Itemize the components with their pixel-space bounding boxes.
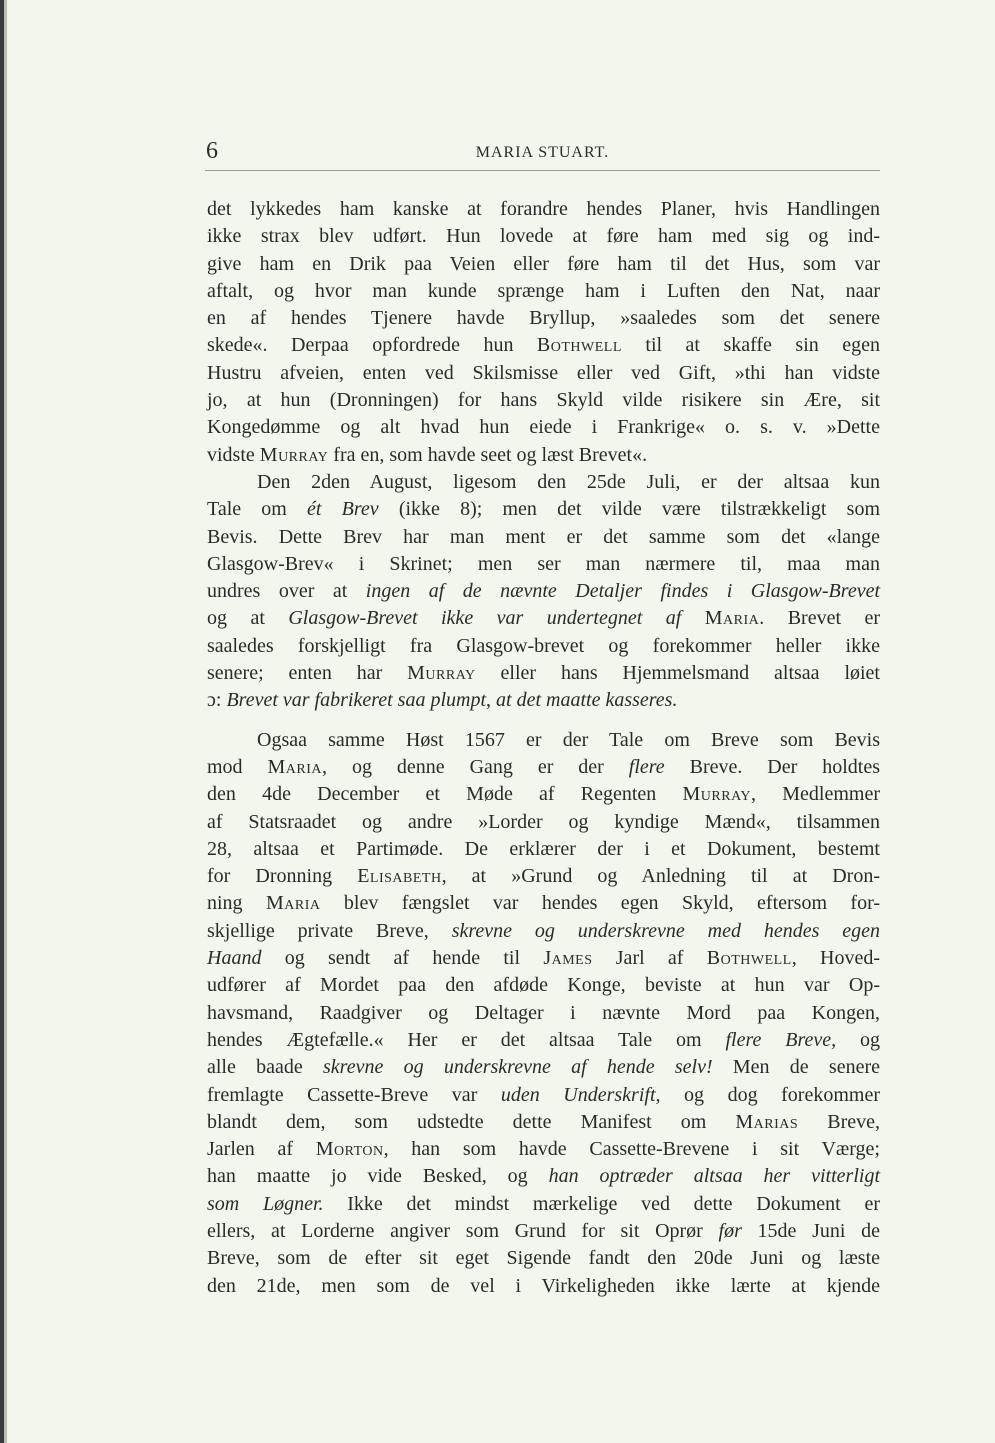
text-run: havsmand, Raadgiver og Deltager i nævnte Mord paa Kongen, bbox=[207, 1001, 880, 1024]
text-line bbox=[207, 360, 880, 387]
text-run: , Hoved- bbox=[791, 947, 880, 970]
italic-run: ingen af de nævnte Detaljer findes i Glasgow-Brevet bbox=[365, 580, 881, 603]
text-line bbox=[207, 1245, 880, 1272]
text-line bbox=[207, 809, 880, 836]
text-run: Hustru afveien, enten ved Skilsmisse eller ved Gift, »thi han vidste bbox=[207, 361, 880, 384]
text-run: aftalt, og hvor man kunde sprænge ham i Luften den Nat, naar bbox=[207, 279, 880, 302]
italic-run: ét Brev bbox=[307, 498, 379, 521]
text-run: skede«. Derpaa opfordrede hun bbox=[207, 334, 537, 357]
text-run: 15de Juni de bbox=[741, 1219, 881, 1242]
text-run: Breve. Der holdtes bbox=[664, 755, 880, 778]
text-line bbox=[207, 945, 880, 972]
running-title: MARIA STUART. bbox=[475, 144, 610, 161]
text-run: , bbox=[486, 689, 497, 712]
italic-run: Haand bbox=[207, 947, 262, 970]
text-run bbox=[681, 607, 704, 629]
italic-run: uden Underskrift, bbox=[500, 1083, 661, 1106]
text-line bbox=[207, 727, 880, 754]
paragraph bbox=[207, 469, 880, 715]
italic-run: som Løgner. bbox=[207, 1192, 324, 1215]
text-run: . Brevet er bbox=[759, 607, 880, 630]
text-line bbox=[207, 1191, 880, 1218]
text-line bbox=[207, 332, 880, 359]
text-line bbox=[207, 781, 880, 808]
small-caps-run: Bothwell bbox=[706, 947, 792, 970]
text-line bbox=[207, 442, 880, 469]
text-run: 28, altsaa et Partimøde. De erklærer der i et Dokument, bestemt bbox=[207, 837, 880, 860]
text-line bbox=[207, 1273, 880, 1300]
small-caps-run: Murray bbox=[407, 662, 476, 685]
small-caps-run: Murray bbox=[259, 443, 329, 466]
text-run: give ham en Drik paa Veien eller føre ham til det Hus, som var bbox=[207, 252, 880, 275]
text-run: skjellige private Breve, bbox=[207, 919, 452, 942]
small-caps-run: Elisabeth bbox=[357, 865, 442, 888]
text-run: alle baade bbox=[207, 1056, 323, 1079]
text-run: , og denne Gang er der bbox=[322, 755, 629, 778]
text-run: blev fængslet var hendes egen Skyld, eftersom for- bbox=[320, 892, 880, 915]
italic-run: før bbox=[718, 1219, 742, 1242]
text-run: Ogsaa samme Høst 1567 er der Tale om Breve som Bevis bbox=[257, 728, 880, 751]
small-caps-run: Morton bbox=[315, 1138, 384, 1161]
text-line bbox=[207, 414, 880, 441]
text-run: Tale om bbox=[207, 498, 308, 521]
text-line bbox=[207, 496, 880, 523]
small-caps-run: James bbox=[543, 947, 593, 970]
text-run: den 21de, men som de vel i Virkeligheden ikke lærte at kjende bbox=[207, 1274, 880, 1297]
small-caps-run: Murray bbox=[682, 783, 752, 806]
text-run: for Dronning bbox=[207, 865, 358, 888]
text-run: til at skaffe sin egen bbox=[621, 334, 880, 357]
text-run: og dog forekommer bbox=[660, 1083, 880, 1106]
text-run: ɔ: bbox=[207, 689, 227, 712]
text-line bbox=[207, 754, 880, 781]
text-line bbox=[207, 223, 880, 250]
text-line bbox=[207, 469, 880, 496]
text-run: ikke strax blev udført. Hun lovede at føre ham med sig og ind- bbox=[207, 225, 880, 248]
text-run: en af hendes Tjenere havde Bryllup, »saaledes som det senere bbox=[207, 307, 880, 330]
text-line bbox=[207, 1136, 880, 1163]
text-run: (ikke 8); men det vilde være tilstrækkeligt som bbox=[378, 498, 880, 521]
text-run: den 4de December et Møde af Regenten bbox=[207, 783, 683, 806]
text-line bbox=[207, 196, 880, 223]
text-run: Breve, bbox=[798, 1110, 880, 1133]
text-run: fra en, som havde seet og læst Brevet«. bbox=[328, 443, 648, 466]
text-run: Bevis. Dette Brev har man ment er det samme som det «lange bbox=[207, 525, 880, 548]
small-caps-run: Maria bbox=[704, 607, 760, 630]
text-line bbox=[207, 836, 880, 863]
text-run: han maatte jo vide Besked, og bbox=[207, 1165, 549, 1188]
text-run: mod bbox=[207, 755, 268, 778]
text-run: hendes Ægtefælle.« Her er det altsaa Tale om bbox=[207, 1028, 726, 1051]
text-run: Den 2den August, ligesom den 25de Juli, er der altsaa kun bbox=[257, 470, 880, 493]
text-line bbox=[207, 1218, 880, 1245]
text-line bbox=[207, 972, 880, 999]
scan-edge-shadow bbox=[4, 0, 7, 1443]
text-line bbox=[207, 605, 880, 632]
text-line bbox=[207, 1000, 880, 1027]
text-run: senere; enten har bbox=[207, 662, 408, 685]
text-run: , at »Grund og Anledning til at Dron- bbox=[441, 865, 881, 888]
header-rule bbox=[205, 170, 880, 171]
text-line bbox=[207, 1054, 880, 1081]
text-run: jo, at hun (Dronningen) for hans Skyld vilde risikere sin Ære, sit bbox=[207, 389, 880, 412]
text-line bbox=[207, 918, 880, 945]
text-run: fremlagte Cassette-Breve var bbox=[207, 1083, 501, 1106]
italic-run: skrevne og underskrevne med hendes egen bbox=[451, 919, 881, 942]
text-run: blandt dem, som udstedte dette Manifest om bbox=[207, 1110, 736, 1133]
small-caps-run: Marias bbox=[735, 1110, 799, 1133]
text-run: af Statsraadet og andre »Lorder og kyndige Mænd«, tilsammen bbox=[207, 810, 880, 833]
text-run: Glasgow-Brev« i Skrinet; men ser man nærmere til, maa man bbox=[207, 552, 880, 575]
text-run: ellers, at Lorderne angiver som Grund for sit Oprør bbox=[207, 1219, 719, 1242]
text-line bbox=[207, 890, 880, 917]
text-line bbox=[207, 1163, 880, 1190]
text-run: Ikke det mindst mærkelige ved dette Dokument er bbox=[323, 1192, 880, 1215]
small-caps-run: Maria bbox=[267, 755, 323, 778]
italic-run: flere Breve, bbox=[725, 1028, 837, 1051]
text-run: og at bbox=[207, 607, 289, 630]
text-run: Breve, som de efter sit eget Sigende fandt den 20de Juni og læste bbox=[207, 1247, 880, 1270]
paragraph bbox=[207, 727, 880, 1300]
paragraph bbox=[207, 196, 880, 469]
text-line bbox=[207, 660, 880, 687]
italic-run: at det maatte kasseres. bbox=[496, 689, 678, 712]
text-run: Jarl af bbox=[592, 947, 707, 970]
text-run: , Medlemmer bbox=[751, 783, 880, 806]
text-line bbox=[207, 1109, 880, 1136]
italic-run: han optræder altsaa her vitterligt bbox=[548, 1165, 881, 1188]
text-run: undres over at bbox=[207, 580, 366, 603]
text-line bbox=[207, 387, 880, 414]
text-line bbox=[207, 551, 880, 578]
text-run: Men de senere bbox=[712, 1056, 880, 1079]
text-run: vidste bbox=[207, 443, 260, 466]
text-line bbox=[207, 305, 880, 332]
text-run: og bbox=[836, 1028, 881, 1051]
text-line bbox=[207, 524, 880, 551]
text-line bbox=[207, 863, 880, 890]
small-caps-run: Bothwell bbox=[536, 334, 622, 357]
page-number: 6 bbox=[206, 138, 218, 164]
italic-run: flere bbox=[628, 755, 665, 778]
body-text bbox=[207, 196, 880, 1300]
text-run: udfører af Mordet paa den afdøde Konge, beviste at hun var Op- bbox=[207, 974, 880, 997]
text-line bbox=[207, 1027, 880, 1054]
text-run: Jarlen af bbox=[207, 1138, 316, 1161]
text-run: , han som havde Cassette-Brevene i sit Værge; bbox=[383, 1138, 880, 1161]
text-line bbox=[207, 1082, 880, 1109]
text-line bbox=[207, 251, 880, 278]
text-run: ning bbox=[207, 892, 266, 915]
italic-run: skrevne og underskrevne af hende selv! bbox=[323, 1056, 713, 1079]
text-line bbox=[207, 278, 880, 305]
text-run: det lykkedes ham kanske at forandre hendes Planer, hvis Handlingen bbox=[207, 198, 880, 220]
text-run: og sendt af hende til bbox=[261, 947, 544, 970]
text-line bbox=[207, 687, 880, 714]
text-run: saaledes forskjelligt fra Glasgow-brevet og forekommer heller ikke bbox=[207, 634, 880, 657]
text-run: Kongedømme og alt hvad hun eiede i Frankrige« o. s. v. »Dette bbox=[207, 416, 880, 439]
small-caps-run: Maria bbox=[265, 892, 321, 915]
italic-run: Glasgow-Brevet ikke var undertegnet af bbox=[288, 607, 682, 630]
text-line bbox=[207, 578, 880, 605]
text-line bbox=[207, 633, 880, 660]
italic-run: Brevet var fabrikeret saa plumpt bbox=[226, 689, 487, 712]
text-run: eller hans Hjemmelsmand altsaa løiet bbox=[475, 662, 880, 685]
